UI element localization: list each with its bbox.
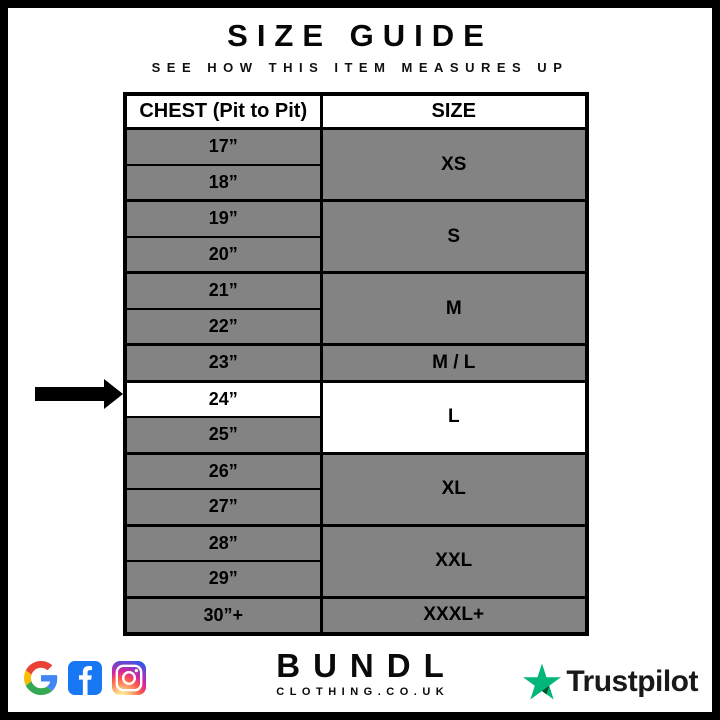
size-cell-xxl: XXL (321, 525, 587, 597)
arrow-shaft (35, 387, 105, 401)
chest-cell-28: 28” (125, 525, 321, 561)
chest-cell-21: 21” (125, 273, 321, 309)
row-pointer-arrow-icon (35, 379, 123, 409)
column-header-chest: CHEST (Pit to Pit) (125, 94, 321, 129)
size-cell-xs: XS (321, 129, 587, 201)
table-row (125, 597, 587, 634)
chest-cell-27: 27” (125, 489, 321, 525)
chest-cell-22: 22” (125, 309, 321, 345)
table-row (125, 525, 587, 561)
table-row (125, 273, 587, 309)
trustpilot-wordmark: Trustpilot (566, 664, 698, 698)
size-cell-m-l: M / L (321, 345, 587, 382)
table-header-row (125, 94, 587, 129)
chest-cell-18: 18” (125, 165, 321, 201)
trustpilot-star-icon (523, 663, 561, 700)
table-row (125, 453, 587, 489)
size-cell-s: S (321, 201, 587, 273)
size-guide-table (123, 92, 589, 636)
chest-cell-26: 26” (125, 453, 321, 489)
size-cell-l-highlighted: L (321, 381, 587, 453)
size-cell-m: M (321, 273, 587, 345)
trustpilot-logo (523, 663, 698, 700)
chest-cell-25: 25” (125, 417, 321, 453)
chest-cell-20: 20” (125, 237, 321, 273)
table-row-highlighted (125, 381, 587, 417)
table-row (125, 129, 587, 165)
page-title: SIZE GUIDE (227, 18, 493, 53)
size-cell-xl: XL (321, 453, 587, 525)
column-header-size: SIZE (321, 94, 587, 129)
size-cell-xxxlplus: XXXL+ (321, 597, 587, 634)
page-subtitle: SEE HOW THIS ITEM MEASURES UP (151, 60, 569, 75)
table-row (125, 201, 587, 237)
chest-cell-30plus: 30”+ (125, 597, 321, 634)
chest-cell-17: 17” (125, 129, 321, 165)
chest-cell-24-highlighted: 24” (125, 381, 321, 417)
arrow-head (104, 379, 123, 409)
chest-cell-23: 23” (125, 345, 321, 382)
chest-cell-29: 29” (125, 561, 321, 597)
brand-name: BUNDL (276, 647, 457, 684)
brand-domain: CLOTHING.CO.UK (276, 685, 450, 698)
table-row (125, 345, 587, 382)
chest-cell-19: 19” (125, 201, 321, 237)
